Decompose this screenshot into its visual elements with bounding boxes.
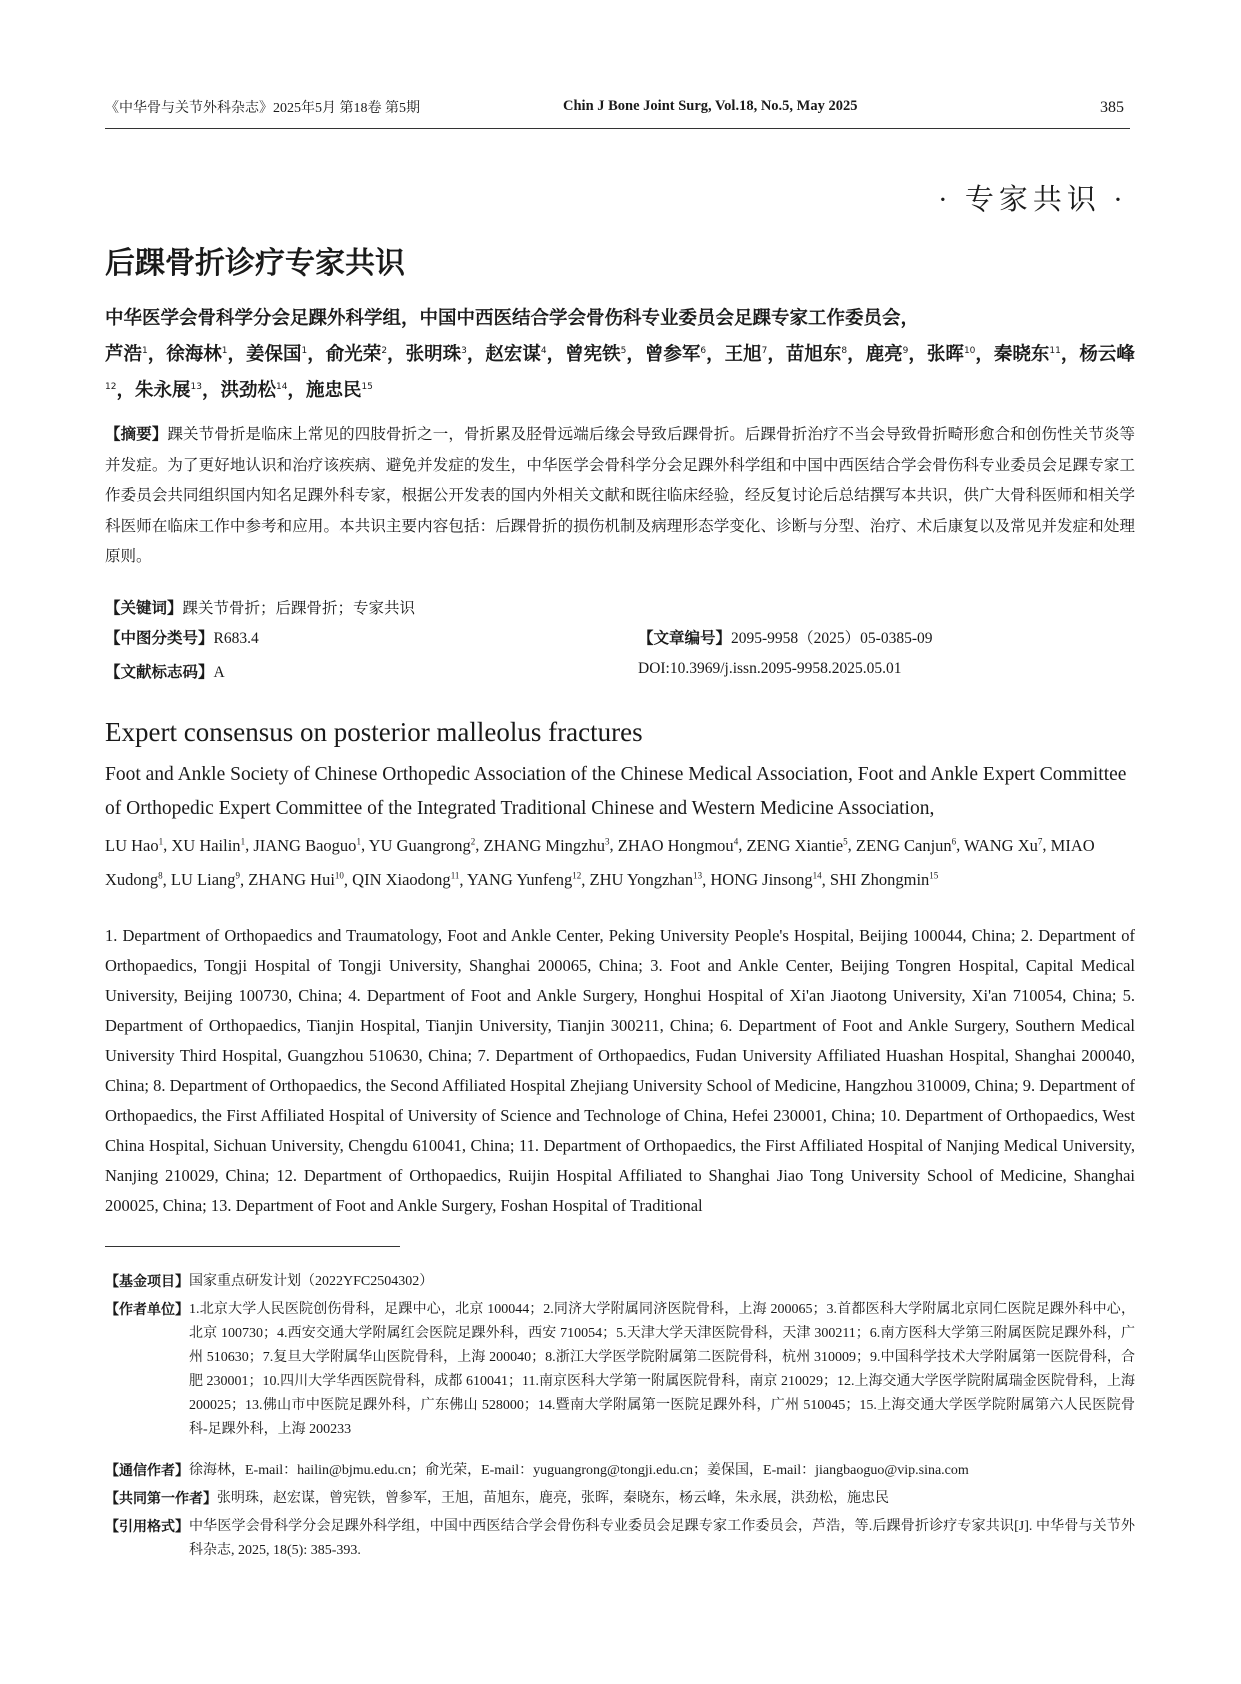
citation-label: 【引用格式】 <box>105 1519 189 1535</box>
document-code <box>105 660 225 682</box>
author-org-cn: 中华医学会骨科学分会足踝外科学组，中国中西医结合学会骨伤科专业委员会足踝专家工作委员会， <box>105 308 920 329</box>
author-entry <box>856 836 956 855</box>
author-affiliation-index: 1 <box>142 346 148 356</box>
footnote-units <box>105 1298 1135 1442</box>
author-entry <box>484 836 610 855</box>
footnote-co-first <box>105 1487 1135 1511</box>
author-name: 曾宪铁 <box>565 344 621 366</box>
author-name: 苗旭东 <box>785 344 842 366</box>
author-name: 鹿亮 <box>865 344 903 366</box>
author-name: XU Hailin <box>171 835 241 855</box>
article-number-label: 【文章编号】 <box>638 629 732 647</box>
article-number-value: 2095-9958（2025）05-0385-09 <box>731 630 933 647</box>
author-name: 朱永展 <box>134 380 191 402</box>
author-name: HONG Jinsong <box>710 870 813 889</box>
author-affiliation-index: 14 <box>812 870 822 881</box>
author-affiliation-index: 7 <box>761 346 768 356</box>
keywords-label: 【关键词】 <box>105 599 183 617</box>
author-affiliation-index: 15 <box>361 382 373 393</box>
keywords-text: 踝关节骨折；后踝骨折；专家共识 <box>182 600 416 617</box>
author-name: LU Hao <box>105 835 159 855</box>
author-entry <box>220 380 287 401</box>
author-name: LU Liang <box>170 870 236 889</box>
author-entry <box>171 870 240 889</box>
author-entry <box>171 836 245 855</box>
author-name: 秦晓东 <box>993 344 1050 366</box>
affiliations-en: 1. Department of Orthopaedics and Traumatology, Foot and Ankle Center, Peking University People's Hospital, Beijing 100044, China; 2. Department of Orthopaedics, Tongji Hospital of Tongji University, Shanghai 200065, China; 3. Foot and Ankle Center, Beijing Tongren Hospital, Capital Medical University, Beijing 100730, China; 4. Department of Foot and Ankle Surgery, Honghui Hospital of Xi'an Jiaotong University, Xi'an 710054, China; 5. Department of Orthopaedics, Tianjin Hospital, Tianjin University, Tianjin 300211, China; 6. Department of Foot and Ankle Surgery, Southern Medical University Third Hospital, Guangzhou 510630, China; 7. Department of Orthopaedics, Fudan University Affiliated Huashan Hospital, Shanghai 200040, China; 8. Department of Orthopaedics, the Second Affiliated Hospital Zhejiang University School of Medicine, Hangzhou 310009, China; 9. Department of Orthopaedics, the First Affiliated Hospital of University of Science and Technologe of China, Hefei 230001, China; 10. Department of Orthopaedics, West China Hospital, Sichuan University, Chengdu 610041, China; 11. Department of Orthopaedics, the First Affiliated Hospital of Nanjing Medical University, Nanjing 210029, China; 12. Department of Orthopaedics, Ruijin Hospital Affiliated to Shanghai Jiao Tong University School of Medicine, Shanghai 200025, China; 13. Department of Foot and Ankle Surgery, Foshan Hospital of Traditional <box>105 926 1135 1215</box>
page-number: 385 <box>1100 99 1124 116</box>
author-affiliation-index: 1 <box>240 836 246 846</box>
author-affiliation-index: 3 <box>461 346 467 356</box>
footnote-rule <box>105 1246 400 1247</box>
author-entry <box>725 344 768 365</box>
article-title-cn: 后踝骨折诊疗专家共识 <box>105 246 405 281</box>
author-entry <box>135 380 202 401</box>
header-rule <box>105 128 1130 129</box>
author-entry <box>645 344 706 365</box>
author-entry <box>369 836 476 855</box>
document-code-value: A <box>213 664 225 681</box>
author-affiliation-index: 5 <box>620 346 627 356</box>
author-entry <box>964 836 1042 855</box>
author-affiliation-index: 1 <box>221 346 228 356</box>
article-title-en: Expert consensus on posterior malleolus fractures <box>105 717 643 747</box>
author-entry <box>830 870 938 889</box>
author-affiliation-index: 13 <box>693 870 703 881</box>
author-entry <box>248 870 344 889</box>
author-entry <box>326 344 387 365</box>
author-affiliation-index: 1 <box>158 836 164 846</box>
author-entry <box>746 836 847 855</box>
authors-cn <box>105 302 1135 407</box>
author-affiliation-index: 15 <box>929 870 939 881</box>
author-name: 施忠民 <box>305 380 362 402</box>
corresponding-text: 徐海林，E-mail：hailin@bjmu.edu.cn；俞光荣，E-mail：yuguangrong@tongji.edu.cn；姜保国，E-mail：jiangbaoguo@vip.sina.com <box>189 1463 969 1478</box>
author-list-en: LU Hao$^1$, XU Hailin$^1$, JIANG Baoguo$^1$, YU Guangrong$^2$, ZHANG Mingzhu$^3$, ZHAO Hongmou$^4$, ZENG Xiantie$^5$, ZENG Canjun$^6$, WANG Xu$^7$, MIAO Xudong$^8$, LU Liang$^9$, ZHANG Hui$^{10}$, QIN Xiaodong$^{11}$, YANG Yunfeng$^{12}$, ZHU Yongzhan$^{13}$, HONG Jinsong$^{14}$, SHI Zhongmin$^{15}$ <box>105 835 1095 889</box>
author-name: 曾参军 <box>644 344 701 366</box>
author-name: YANG Yunfeng <box>467 870 573 889</box>
author-affiliation-index: 1 <box>301 346 308 356</box>
fund-text: 国家重点研发计划（2022YFC2504302） <box>189 1274 434 1289</box>
author-affiliation-index: 6 <box>951 836 957 846</box>
author-affiliation-index: 13 <box>190 382 202 393</box>
author-name: 杨云峰 <box>1079 344 1135 366</box>
author-affiliation-index: 1 <box>356 836 361 846</box>
abstract <box>105 419 1135 573</box>
co-first-label: 【共同第一作者】 <box>105 1491 217 1507</box>
author-affiliation-index: 11 <box>1049 346 1061 356</box>
corresponding-label: 【通信作者】 <box>105 1463 189 1479</box>
author-entry <box>105 836 163 855</box>
author-name: 徐海林 <box>166 344 222 366</box>
fund-label: 【基金项目】 <box>105 1274 189 1290</box>
abstract-label: 【摘要】 <box>105 425 168 443</box>
units-label: 【作者单位】 <box>105 1302 189 1318</box>
author-affiliation-index: 6 <box>700 346 707 356</box>
author-affiliation-index: 10 <box>963 346 976 356</box>
author-affiliation-index: 9 <box>235 870 241 881</box>
author-entry <box>994 344 1061 365</box>
author-affiliation-index: 3 <box>604 836 610 846</box>
author-affiliation-index: 5 <box>843 836 848 846</box>
author-name: ZHAO Hongmou <box>617 835 734 855</box>
author-entry <box>306 380 373 401</box>
units-text: 1.北京大学人民医院创伤骨科，足踝中心，北京 100044；2.同济大学附属同济医院骨科，上海 200065；3.首都医科大学附属北京同仁医院足踝外科中心，北京 100730；4.西安交通大学附属红会医院足踝外科，西安 710054；5.天津大学天津医院骨科，天津 300211；6.南方医科大学第三附属医院足踝外科，广州 510630；7.复旦大学附属华山医院骨科，上海 200040；8.浙江大学医学院附属第二医院骨科，杭州 310009；9.中国科学技术大学附属第一医院骨科，合肥 230001；10.四川大学华西医院骨科，成都 610041；11.南京医科大学第一附属医院骨科，南京 210029；12.上海交通大学医学院附属瑞金医院骨科，上海 200025；13.佛山市中医院足踝外科，广东佛山 528000；14.暨南大学附属第一医院足踝外科，广州 510045；15.上海交通大学医学院附属第六人民医院骨科-足踝外科，上海 200233 <box>189 1302 1135 1437</box>
citation-text: 中华医学会骨科学分会足踝外科学组，中国中西医结合学会骨伤科专业委员会足踝专家工作委员会，芦浩，等.后踝骨折诊疗专家共识[J]. 中华骨与关节外科杂志, 2025, 18(5): 385-393. <box>189 1519 1135 1558</box>
footnote-fund <box>105 1270 1135 1294</box>
clc-label: 【中图分类号】 <box>105 629 214 647</box>
author-name: ZENG Canjun <box>855 835 952 855</box>
author-affiliation-index: 12 <box>572 870 582 881</box>
author-affiliation-index: 11 <box>450 870 460 881</box>
author-name: 张明珠 <box>405 344 462 366</box>
author-entry <box>590 870 703 889</box>
clc-number <box>105 626 259 648</box>
author-entry <box>786 344 847 365</box>
running-header-journal-en: Chin J Bone Joint Surg, Vol.18, No.5, May 2025 <box>563 98 858 114</box>
author-affiliation-index: 12 <box>105 382 117 393</box>
author-name: 张晖 <box>926 344 964 366</box>
author-name: ZENG Xiantie <box>746 835 844 855</box>
author-name: JIANG Baoguo <box>253 835 357 855</box>
author-name: 洪劲松 <box>220 380 276 402</box>
author-affiliation-index: 2 <box>381 346 388 356</box>
author-entry <box>246 344 307 365</box>
document-code-label: 【文献标志码】 <box>105 663 214 681</box>
author-affiliation-index: 8 <box>158 870 163 881</box>
author-name: ZHU Yongzhan <box>589 870 694 889</box>
author-name: 芦浩 <box>105 344 143 366</box>
section-tag: · 专家共识 · <box>938 184 1128 216</box>
author-entry <box>485 344 546 365</box>
author-entry <box>618 836 738 855</box>
author-name: QIN Xiaodong <box>352 870 451 889</box>
footnote-citation <box>105 1515 1135 1563</box>
doi: DOI:10.3969/j.issn.2095-9958.2025.05.01 <box>638 660 902 677</box>
author-name: YU Guangrong <box>368 835 471 855</box>
keywords <box>105 593 1135 624</box>
author-affiliation-index: 4 <box>540 346 547 356</box>
author-affiliation-index: 14 <box>275 382 288 393</box>
running-header-journal-cn: 《中华骨与关节外科杂志》2025年5月 第18卷 第5期 <box>105 101 420 116</box>
footnote-corresponding <box>105 1459 1135 1483</box>
author-list-cn: 芦浩$^1$，徐海林$^1$，姜保国$^1$，俞光荣$^2$，张明珠$^3$，赵宏谋$^4$，曾宪铁$^5$，曾参军$^6$，王旭$^7$，苗旭东$^8$，鹿亮$^9$，张晖$^{10}$，秦晓东$^{11}$，杨云峰$^{12}$，朱永展$^{13}$，洪劲松$^{14}$，施忠民$^{15}$ <box>105 344 1135 402</box>
author-affiliation-index: 2 <box>470 836 476 846</box>
article-number <box>638 626 933 648</box>
author-entry <box>105 344 148 365</box>
author-name: MIAO Xudong <box>105 835 1095 889</box>
author-name: WANG Xu <box>964 835 1038 855</box>
author-name: 王旭 <box>724 344 762 366</box>
author-name: SHI Zhongmin <box>829 870 930 889</box>
author-entry <box>406 344 467 365</box>
author-affiliation-index: 8 <box>841 346 848 356</box>
clc-value: R683.4 <box>213 630 259 647</box>
author-entry <box>710 870 821 889</box>
author-affiliation-index: 4 <box>733 836 739 846</box>
author-name: 赵宏谋 <box>485 344 541 366</box>
author-entry <box>166 344 227 365</box>
author-entry <box>253 836 361 855</box>
author-affiliation-index: 7 <box>1037 836 1043 846</box>
author-entry <box>565 344 626 365</box>
author-entry <box>866 344 909 365</box>
author-affiliation-index: 10 <box>334 870 344 881</box>
abstract-text: 踝关节骨折是临床上常见的四肢骨折之一，骨折累及胫骨远端后缘会导致后踝骨折。后踝骨折治疗不当会导致骨折畸形愈合和创伤性关节炎等并发症。为了更好地认识和治疗该疾病、避免并发症的发生，中华医学会骨科学分会足踝外科学组和中国中西医结合学会骨伤科专业委员会足踝专家工作委员会共同组织国内知名足踝外科专家，根据公开发表的国内外相关文献和既往临床经验，经反复讨论后总结撰写本共识，供广大骨科医师和相关学科医师在临床工作中参考和应用。本共识主要内容包括：后踝骨折的损伤机制及病理形态学变化、诊断与分型、治疗、术后康复以及常见并发症和处理原则。 <box>105 426 1135 565</box>
author-entry <box>467 870 581 889</box>
author-name: ZHANG Mingzhu <box>483 835 605 855</box>
author-entry <box>352 870 459 889</box>
author-affiliation-index: 9 <box>902 346 909 356</box>
co-first-text: 张明珠，赵宏谋，曾宪铁，曾参军，王旭，苗旭东，鹿亮，张晖，秦晓东，杨云峰，朱永展，洪劲松，施忠民 <box>217 1491 889 1506</box>
author-org-en: Foot and Ankle Society of Chinese Orthopedic Association of the Chinese Medical Association, Foot and Ankle Expert Committee of Orthopedic Expert Committee of the Integrated Traditional Chinese and Western Medicine Association, <box>105 764 1127 819</box>
author-entry <box>927 344 975 365</box>
author-name: 姜保国 <box>246 344 302 366</box>
author-name: 俞光荣 <box>325 344 382 366</box>
author-name: ZHANG Hui <box>248 870 335 889</box>
